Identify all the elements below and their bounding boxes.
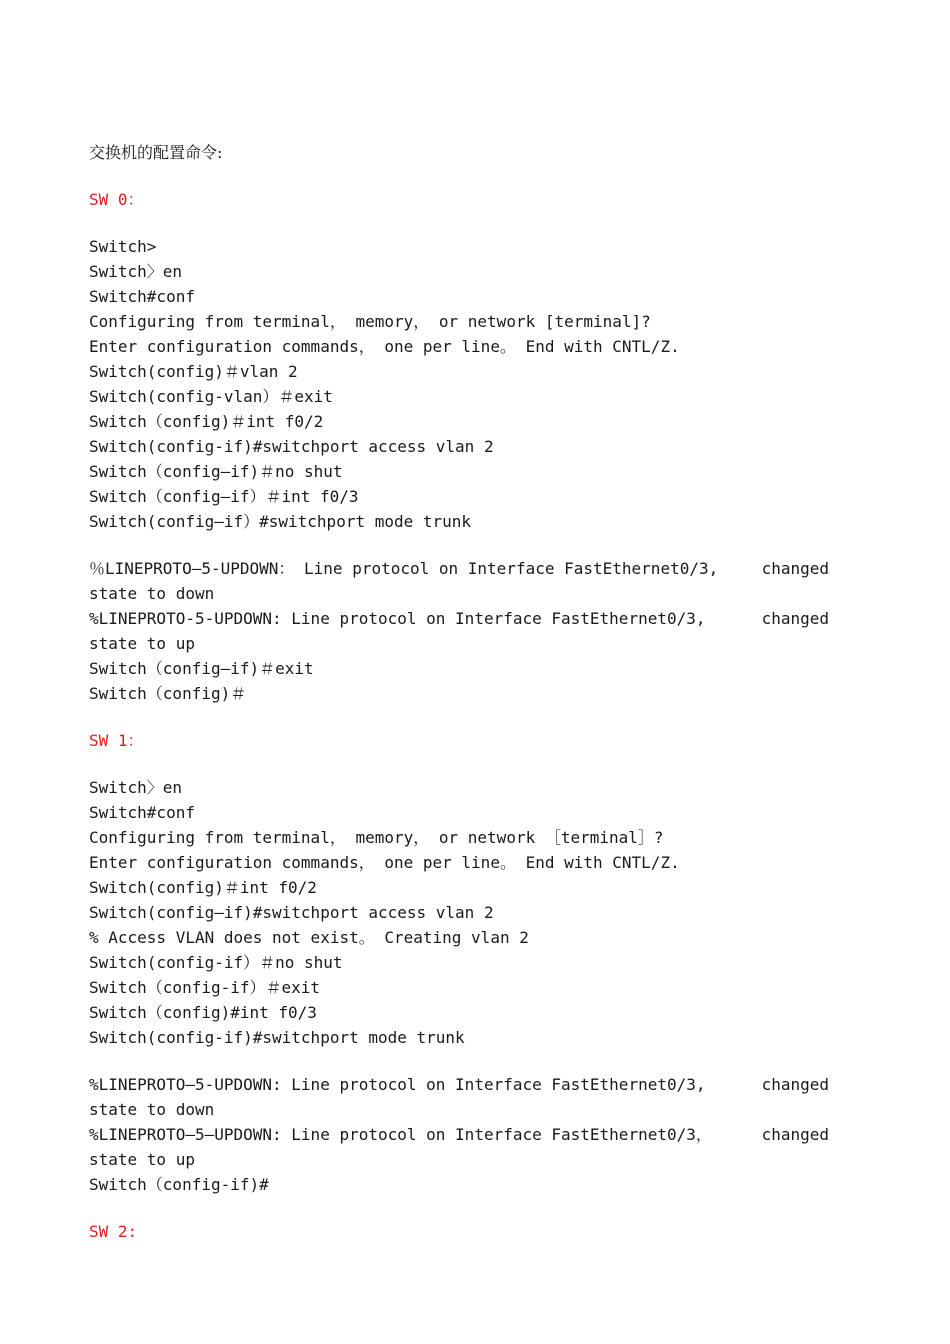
document-page: [89, 140, 829, 1244]
cli-line: Switch(config)＃int f0/2: [89, 878, 317, 897]
cli-line: Switch(config-if）＃no shut: [89, 953, 343, 972]
cli-line: Switch〉en: [89, 778, 183, 797]
cli-line: Switch(config)＃vlan 2: [89, 362, 298, 381]
section-heading-sw0: SW 0：: [89, 190, 144, 209]
cli-line: Switch（config—if)＃exit: [89, 659, 314, 678]
cli-line: Switch#conf: [89, 803, 195, 822]
cli-line: Switch(config-if)#switchport mode trunk: [89, 1028, 465, 1047]
cli-line: Switch(config—if)#switchport access vlan 2: [89, 903, 494, 922]
cli-line: Switch>: [89, 237, 157, 256]
log-line: [89, 1072, 829, 1097]
cli-line: Configuring from terminal， memory， or network ［terminal］?: [89, 828, 664, 847]
log-text: ％LINEPROTO—5-UPDOWN： Line protocol on Interface FastEthernet0/3,: [89, 559, 719, 578]
sw1-command-block: [89, 775, 829, 1050]
log-line: [89, 1122, 829, 1147]
document-title: 交换机的配置命令:: [89, 143, 223, 162]
log-line: [89, 556, 829, 581]
cli-line: Switch（config-if)#: [89, 1175, 269, 1194]
log-line: state to up: [89, 1150, 195, 1169]
cli-line: Switch〉en: [89, 262, 183, 281]
cli-line: Switch(config-if)#switchport access vlan 2: [89, 437, 494, 456]
log-line: state to down: [89, 584, 215, 603]
log-line: state to up: [89, 634, 195, 653]
log-text-end: changed: [761, 1125, 829, 1144]
log-text: %LINEPROTO-5-UPDOWN: Line protocol on Interface FastEthernet0/3,: [89, 609, 706, 628]
cli-line: % Access VLAN does not exist。 Creating vlan 2: [89, 928, 529, 947]
cli-line: Switch（config)＃: [89, 684, 247, 703]
cli-line: Switch#conf: [89, 287, 195, 306]
cli-line: Switch(config-vlan）＃exit: [89, 387, 333, 406]
log-text: %LINEPROTO—5-UPDOWN: Line protocol on Interface FastEthernet0/3,: [89, 1075, 706, 1094]
log-text-end: changed: [761, 609, 829, 628]
cli-line: Enter configuration commands， one per line。 End with CNTL/Z.: [89, 853, 680, 872]
log-text-end: changed: [761, 559, 829, 578]
cli-line: Switch（config)＃int f0/2: [89, 412, 324, 431]
cli-line: Switch(config—if）#switchport mode trunk: [89, 512, 472, 531]
cli-line: Switch（config-if）＃exit: [89, 978, 321, 997]
cli-line: Switch（config)#int f0/3: [89, 1003, 317, 1022]
log-text: %LINEPROTO—5—UPDOWN: Line protocol on Interface FastEthernet0/3，: [89, 1125, 712, 1144]
sw0-command-block: [89, 234, 829, 534]
sw1-log-block: [89, 1072, 829, 1197]
log-line: [89, 606, 829, 631]
cli-line: Switch（config—if)＃no shut: [89, 462, 343, 481]
cli-line: Enter configuration commands， one per line。 End with CNTL/Z.: [89, 337, 680, 356]
cli-line: Switch（config—if）＃int f0/3: [89, 487, 359, 506]
log-line: state to down: [89, 1100, 215, 1119]
cli-line: Configuring from terminal， memory， or network [terminal]?: [89, 312, 651, 331]
section-heading-sw1: SW 1：: [89, 731, 144, 750]
section-heading-sw2: SW 2:: [89, 1222, 138, 1241]
log-text-end: changed: [761, 1075, 829, 1094]
sw0-log-block: [89, 556, 829, 706]
